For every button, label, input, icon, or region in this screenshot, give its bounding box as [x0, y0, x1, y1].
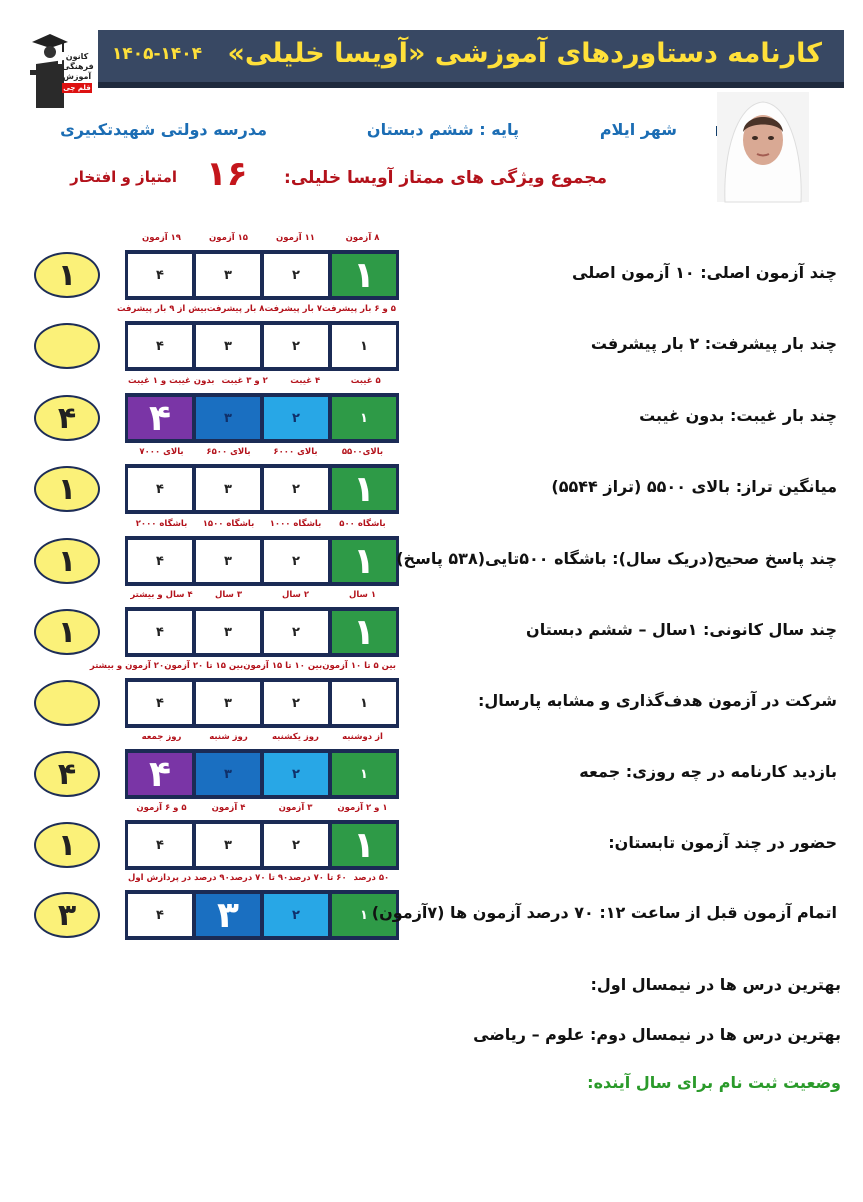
academic-year: ۱۴۰۵-۱۴۰۴ [112, 44, 203, 64]
level-grid [125, 250, 399, 300]
column-head: ۱۱ آزمون [275, 233, 315, 243]
column-head: بیش از ۹ بار پیشرفت [116, 304, 207, 314]
logo-badge: قلم چی [63, 84, 91, 92]
column-head: ۱۵ آزمون [208, 233, 248, 243]
column-head: باشگاه ۱۰۰۰ [269, 519, 322, 529]
column-head: بین ۱۰ تا ۱۵ آزمون [243, 661, 323, 671]
row-label: چند بار غیبت: بدون غیبت [639, 406, 837, 425]
row-column-heads [125, 376, 399, 386]
column-head: ۴ غیبت [290, 376, 321, 386]
city: شهر ایلام [599, 120, 677, 139]
column-head: بالای ۶۵۰۰ [206, 447, 251, 457]
level-cell: ۴ [128, 397, 192, 439]
level-cell: ۲ [264, 753, 328, 795]
score-badge: ۱ [34, 538, 100, 584]
level-cell: ۴ [128, 325, 192, 367]
level-cell: ۳ [196, 682, 260, 724]
score-badge: ۱ [34, 609, 100, 655]
row-label: حضور در چند آزمون تابستان: [608, 833, 837, 852]
level-cell: ۴ [128, 753, 192, 795]
level-grid [125, 820, 399, 870]
column-head: بین ۱۵ تا ۲۰ آزمون [164, 661, 244, 671]
column-head: بالای ۶۰۰۰ [273, 447, 318, 457]
level-cell: ۴ [128, 611, 192, 653]
level-grid [125, 749, 399, 799]
row-label: بازدید کارنامه در چه روزی: جمعه [579, 762, 837, 781]
score-label: امتیاز و افتخار [70, 168, 177, 186]
level-cell: ۳ [196, 824, 260, 866]
score-badge: ۱ [34, 822, 100, 868]
level-cell: ۳ [196, 254, 260, 296]
row-label: چند بار پیشرفت: ۲ بار پیشرفت [590, 334, 837, 353]
level-cell: ۲ [264, 824, 328, 866]
level-cell: ۲ [264, 894, 328, 936]
row-column-heads [125, 803, 399, 813]
column-head: ۲ و ۳ غیبت [221, 376, 268, 386]
column-head: باشگاه ۵۰۰ [339, 519, 386, 529]
column-head: روز شنبه [209, 732, 248, 742]
row-column-heads [125, 519, 399, 529]
level-cell: ۲ [264, 254, 328, 296]
level-cell: ۲ [264, 540, 328, 582]
row-column-heads [125, 873, 399, 883]
column-head: ۴ آزمون [211, 803, 246, 813]
best-first-semester: بهترین درس ها در نیمسال اول: [590, 975, 841, 994]
score-badge: ۴ [34, 751, 100, 797]
column-head: ۶۰ تا ۷۰ درصد [288, 873, 347, 883]
level-grid [125, 678, 399, 728]
level-cell: ۴ [128, 824, 192, 866]
level-cell: ۴ [128, 468, 192, 510]
row-label: اتمام آزمون قبل از ساعت ۱۲: ۷۰ درصد آزمون ها (۷آزمون) [371, 903, 837, 922]
level-grid [125, 393, 399, 443]
level-cell: ۱ [332, 611, 396, 653]
row-label: میانگین تراز: بالای ۵۵۰۰ (تراز ۵۵۴۴) [551, 477, 837, 496]
level-cell: ۲ [264, 325, 328, 367]
column-head: ۵ و ۶ بار پیشرفت [322, 304, 396, 314]
level-grid [125, 607, 399, 657]
column-head: ۸ آزمون [345, 233, 380, 243]
logo-line-2: فرهنگی [62, 62, 94, 71]
column-head: ۸ بار پیشرفت [206, 304, 265, 314]
level-cell: ۱ [332, 824, 396, 866]
grade: پایه : ششم دبستان [366, 120, 519, 139]
level-cell: ۳ [196, 325, 260, 367]
column-head: ۴ سال و بیشتر [130, 590, 193, 600]
level-cell: ۴ [128, 682, 192, 724]
column-head: باشگاه ۱۵۰۰ [202, 519, 255, 529]
summary-label: مجموع ویژگی های ممتاز آویسا خلیلی: [284, 168, 607, 188]
level-cell: ۲ [264, 611, 328, 653]
column-head: روز جمعه [141, 732, 182, 742]
level-cell: ۱ [332, 397, 396, 439]
level-cell: ۳ [196, 753, 260, 795]
column-head: باشگاه ۲۰۰۰ [135, 519, 188, 529]
level-cell: ۲ [264, 682, 328, 724]
column-head: ۹۰ درصد در پردازش اول [128, 873, 230, 883]
score-badge: ۴ [34, 395, 100, 441]
level-cell: ۱ [332, 468, 396, 510]
title-banner [98, 30, 844, 88]
column-head: ۳ سال [214, 590, 243, 600]
level-cell: ۴ [128, 894, 192, 936]
logo-line-3: آموزش [62, 72, 92, 81]
registration-status: وضعیت ثبت نام برای سال آینده: [587, 1073, 841, 1092]
score-badge: ۱ [34, 252, 100, 298]
column-head: ۵ و ۶ آزمون [136, 803, 187, 813]
row-column-heads [125, 590, 399, 600]
school: مدرسه دولتی شهیدتکبیری [60, 120, 267, 139]
row-label: چند آزمون اصلی: ۱۰ آزمون اصلی [572, 263, 837, 282]
level-cell: ۲ [264, 468, 328, 510]
row-label: چند سال کانونی: ۱سال – ششم دبستان [526, 620, 837, 639]
column-head: ۵۰ درصد [353, 873, 390, 883]
level-cell: ۱ [332, 540, 396, 582]
row-column-heads [125, 447, 399, 457]
row-label: چند پاسخ صحیح(دریک سال): باشگاه ۵۰۰تایی(۵۳۸ پاسخ) [396, 549, 837, 568]
level-cell: ۳ [196, 540, 260, 582]
level-cell: ۴ [128, 540, 192, 582]
row-label: شرکت در آزمون هدف‌گذاری و مشابه پارسال: [478, 691, 837, 710]
column-head: بدون غیبت و ۱ غیبت [128, 376, 215, 386]
report-title: کارنامه دستاوردهای آموزشی «آویسا خلیلی» [227, 38, 822, 69]
column-head: بالای۵۵۰۰ [341, 447, 384, 457]
logo-line-1: کانون [65, 52, 89, 61]
row-column-heads [125, 233, 399, 243]
score-badge: ۱ [34, 466, 100, 512]
row-column-heads [116, 304, 399, 314]
level-grid [125, 536, 399, 586]
level-cell: ۳ [196, 397, 260, 439]
level-cell: ۳ [196, 468, 260, 510]
column-head: بین ۵ تا ۱۰ آزمون [322, 661, 396, 671]
kanoon-logo [28, 30, 92, 110]
level-grid [125, 464, 399, 514]
column-head: بالای ۷۰۰۰ [139, 447, 184, 457]
level-cell: ۳ [196, 611, 260, 653]
score-badge: ۳ [34, 892, 100, 938]
column-head: ۹۰ تا ۷۰ درصد [229, 873, 289, 883]
level-cell: ۱ [332, 894, 396, 936]
level-cell: ۱ [332, 325, 396, 367]
level-grid [125, 890, 399, 940]
total-score: ۱۶ [206, 154, 248, 194]
column-head: ۱ و ۲ آزمون [337, 803, 388, 813]
level-cell: ۱ [332, 753, 396, 795]
column-head: ۱ سال [348, 590, 377, 600]
level-cell: ۲ [264, 397, 328, 439]
column-head: ۷ بار پیشرفت [264, 304, 323, 314]
row-column-heads [89, 661, 399, 671]
column-head: ۱۹ آزمون [141, 233, 181, 243]
column-head: از دوشنبه [342, 732, 383, 742]
column-head: ۳ آزمون [278, 803, 313, 813]
level-grid [125, 321, 399, 371]
best-second-semester: بهترین درس ها در نیمسال دوم: علوم – ریاضی [473, 1025, 841, 1044]
level-cell: ۴ [128, 254, 192, 296]
column-head: ۲۰ آزمون و بیشتر [89, 661, 165, 671]
column-head: ۵ غیبت [350, 376, 381, 386]
row-column-heads [125, 732, 399, 742]
column-head: ۲ سال [281, 590, 310, 600]
level-cell: ۱ [332, 682, 396, 724]
student-photo [717, 92, 809, 202]
column-head: روز یکشنبه [272, 732, 319, 742]
level-cell: ۳ [196, 894, 260, 936]
level-cell: ۱ [332, 254, 396, 296]
score-badge [34, 680, 100, 726]
score-badge [34, 323, 100, 369]
